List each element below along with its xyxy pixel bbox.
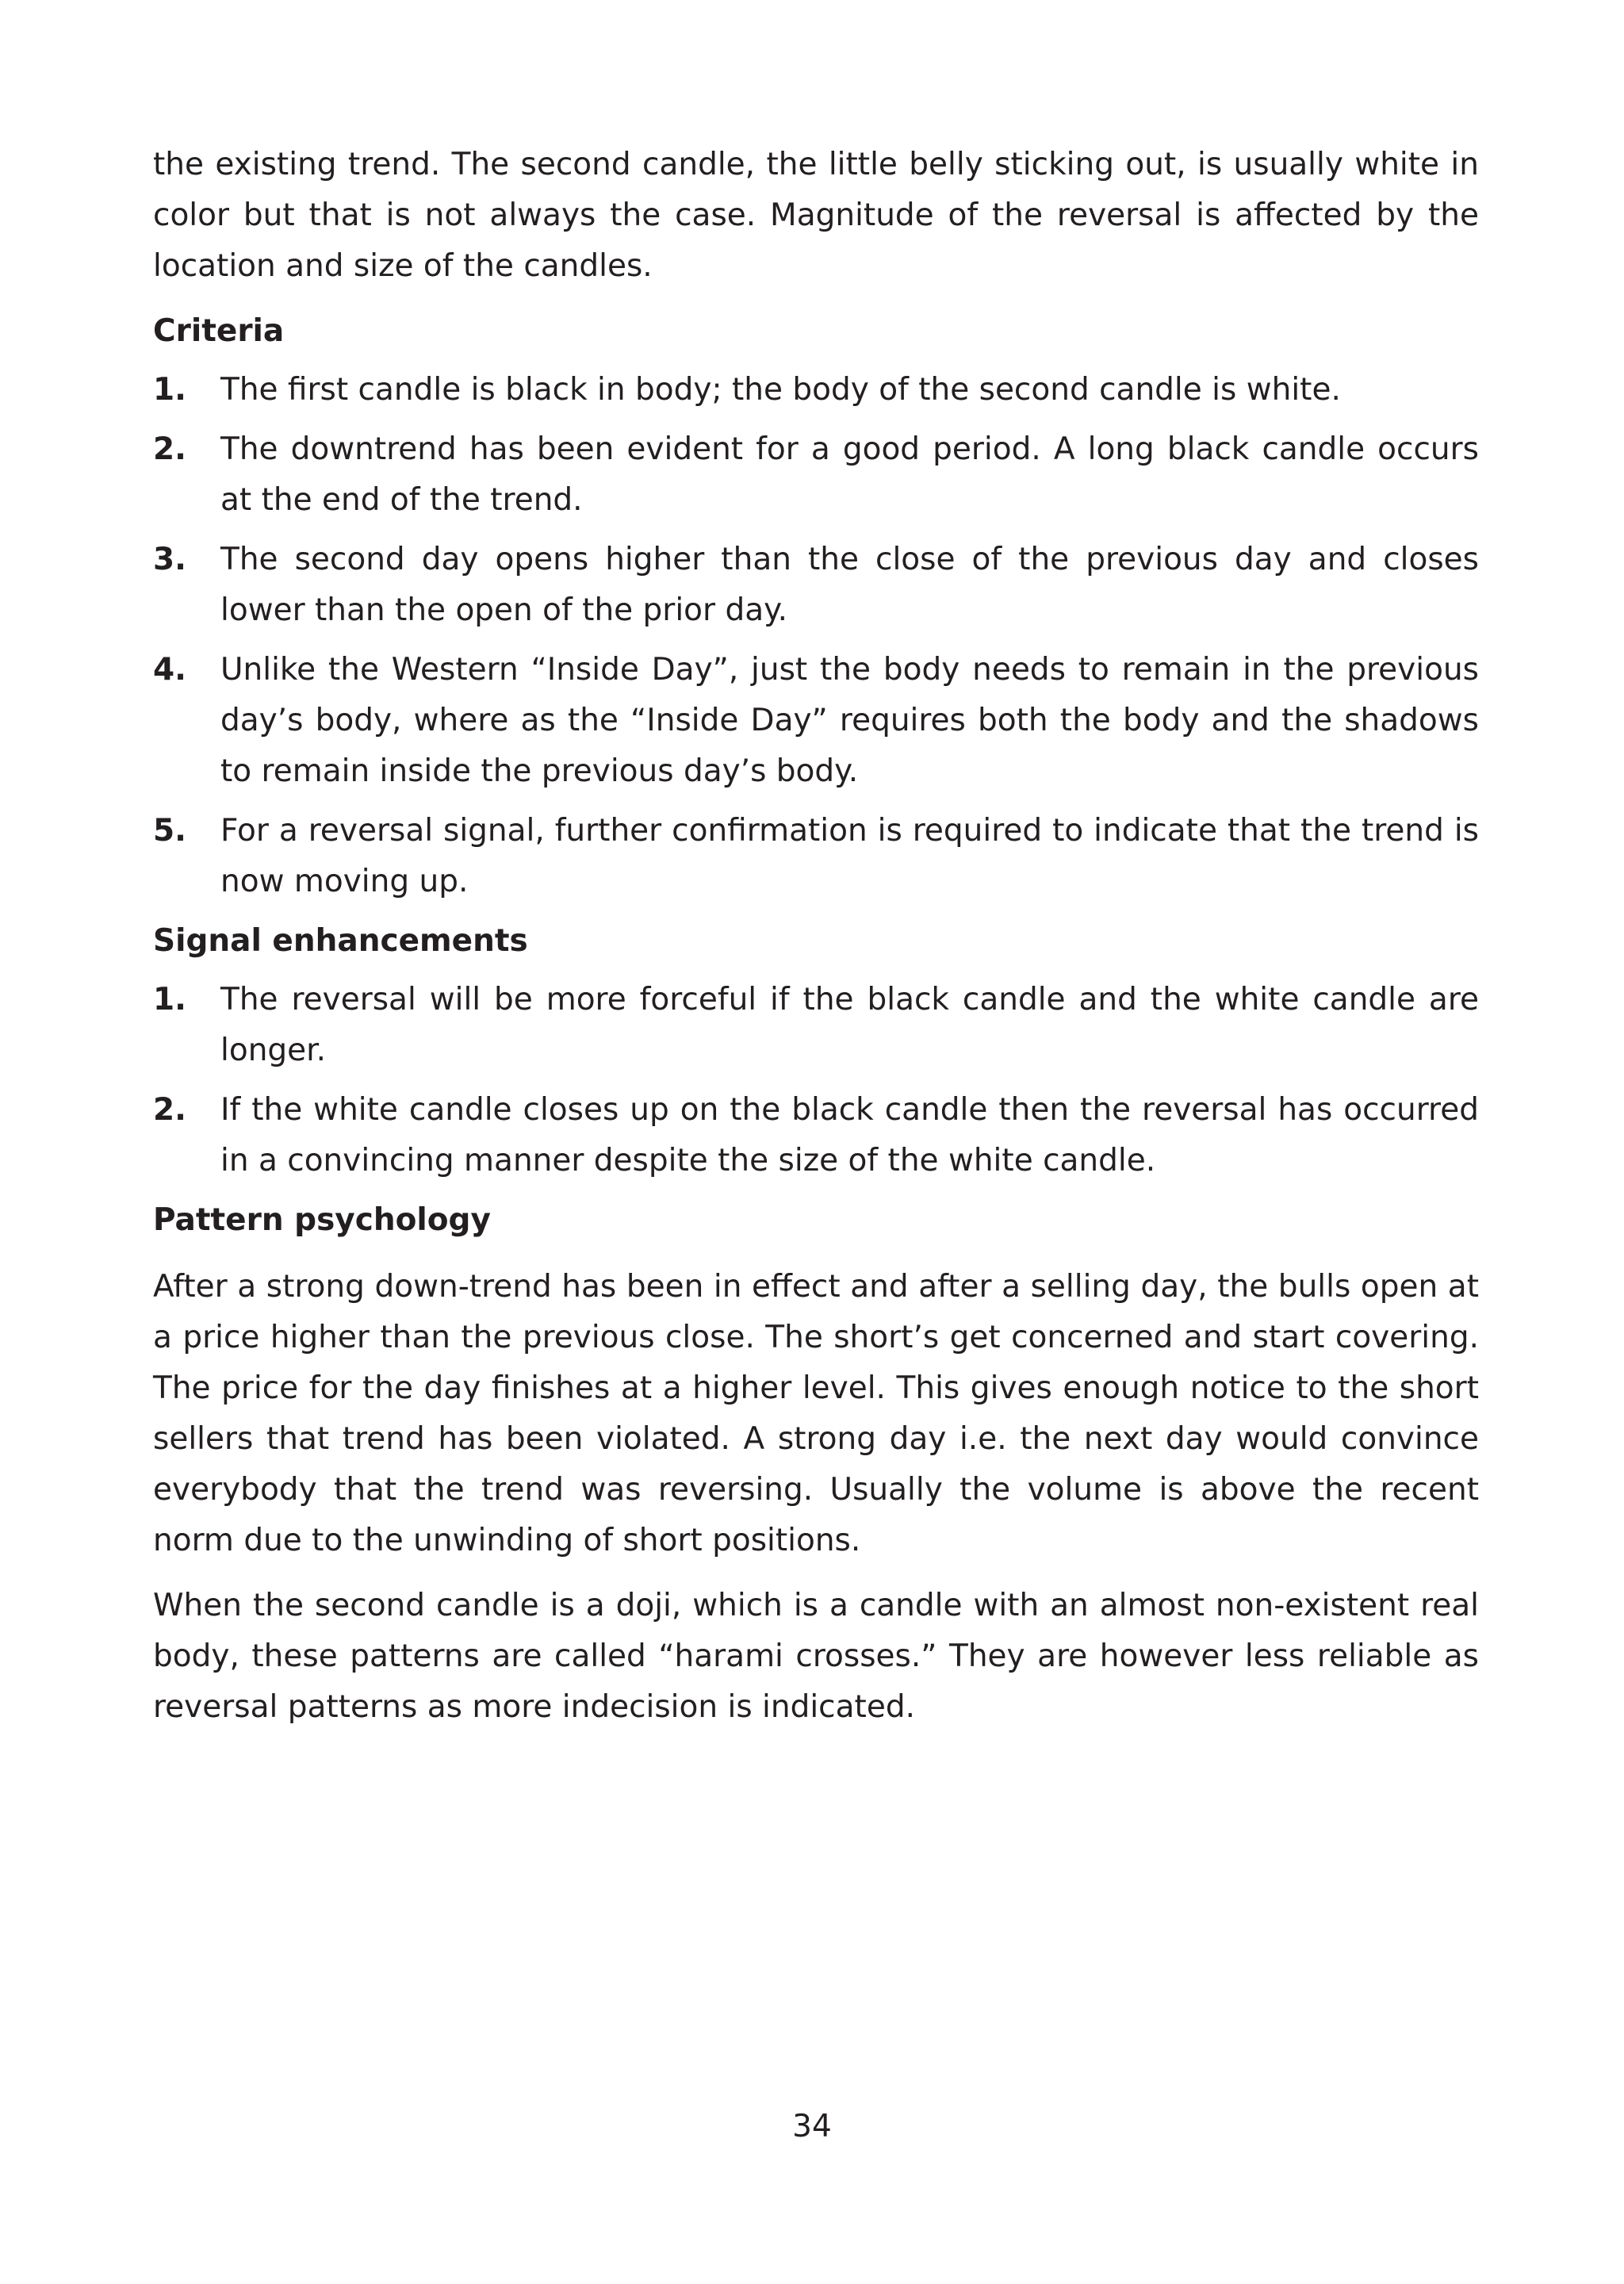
list-text: The downtrend has been evident for a good period. A long black candle occurs at the end of the trend. [220,431,1479,518]
list-text: The reversal will be more forceful if the black candle and the white candle are longer. [220,982,1479,1068]
list-text: The second day opens higher than the close of the previous day and closes lower than the open of the prior day. [220,542,1479,628]
signal-enhancement-item [153,1085,1479,1186]
list-text: Unlike the Western “Inside Day”, just the body needs to remain in the previous day’s body, where as the “Inside Day” requires both the body and the shadows to remain inside the previous day’s body. [220,652,1479,789]
list-number: 2. [153,1092,186,1128]
pattern-psychology-heading: Pattern psychology [153,1202,491,1238]
criteria-item [153,424,1479,526]
criteria-item [153,365,1479,416]
psychology-paragraph: When the second candle is a doji, which is a candle with an almost non-existent real body, these patterns are called “harami crosses.” They are however less reliable as reversal patterns as more indecision is indicated. [153,1588,1479,1725]
list-text: The first candle is black in body; the body of the second candle is white. [220,372,1341,408]
list-number: 1. [153,372,186,408]
psychology-paragraph: After a strong down-trend has been in effect and after a selling day, the bulls open at a price higher than the previous close. The short’s get concerned and start covering. The price for the day finishes at a higher level. This gives enough notice to the short sellers that trend has been violated. A strong day i.e. the next day would convince everybody that the trend was reversing. Usually the volume is above the recent norm due to the unwinding of short positions. [153,1269,1479,1558]
criteria-item [153,645,1479,797]
intro-paragraph: the existing trend. The second candle, the little belly sticking out, is usually white in color but that is not always the case. Magnitude of the reversal is affected by the location and size of the candles. [153,147,1479,284]
criteria-item [153,535,1479,636]
criteria-list [153,365,1479,907]
pattern-psychology-section [153,1195,1479,1733]
list-text: For a reversal signal, further confirmation is required to indicate that the trend is now moving up. [220,813,1479,899]
list-number: 5. [153,813,186,849]
list-number: 2. [153,431,186,467]
list-number: 4. [153,652,186,688]
criteria-heading: Criteria [153,313,285,349]
signal-enhancements-list [153,975,1479,1186]
list-number: 3. [153,542,186,577]
signal-enhancement-item [153,975,1479,1076]
page-content [153,140,1479,1747]
signal-enhancements-heading: Signal enhancements [153,923,528,959]
list-text: If the white candle closes up on the black candle then the reversal has occurred in a convincing manner despite the size of the white candle. [220,1092,1479,1178]
criteria-section [153,306,1479,907]
criteria-item [153,806,1479,907]
signal-enhancements-section [153,916,1479,1186]
page-number: 34 [792,2109,832,2144]
list-number: 1. [153,982,186,1017]
